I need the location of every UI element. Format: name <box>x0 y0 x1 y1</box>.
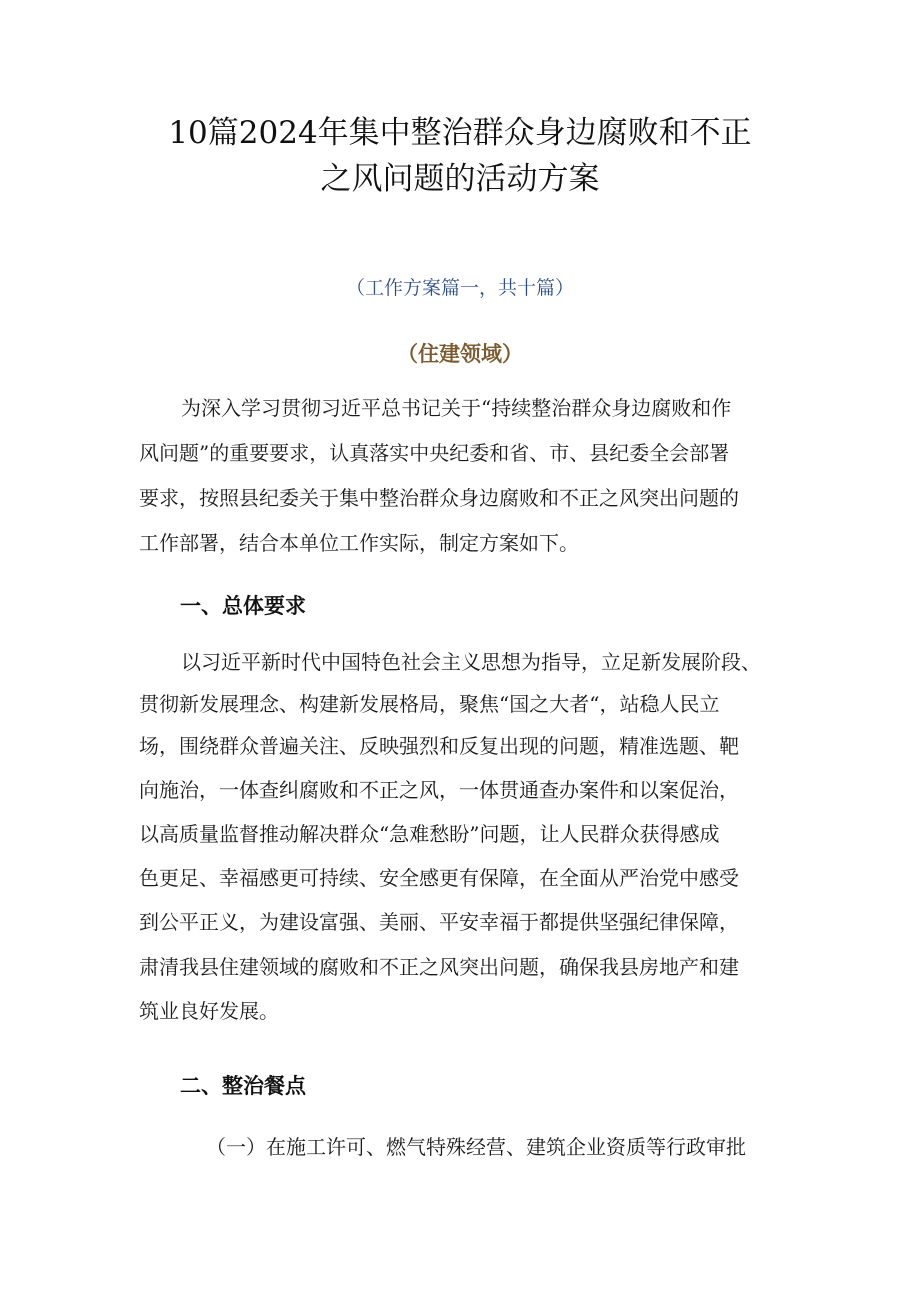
section-1-line-9: 筑业良好发展。 <box>139 999 279 1023</box>
section-1-line-5: 以高质量监督推动解决群众“急难愁盼”问题，让人民群众获得感成 <box>139 822 720 846</box>
section-1-line-3: 场，围绕群众普遍关注、反映强烈和反复出现的问题，精准选题、靶 <box>139 734 739 758</box>
intro-line-3: 要求，按照县纪委关于集中整治群众身边腐败和不正之风突出问题的 <box>139 486 739 510</box>
document-title-line-1: 10篇2024年集中整治群众身边腐败和不正 <box>168 115 752 151</box>
section-2-line-1: （一）在施工许可、燃气特殊经营、建筑企业资质等行政审批 <box>206 1135 746 1159</box>
section-1-line-4: 向施治，一体查纠腐败和不正之风，一体贯通查办案件和以案促治， <box>139 778 739 802</box>
document-title-line-2: 之风问题的活动方案 <box>320 161 600 197</box>
intro-line-4: 工作部署，结合本单位工作实际，制定方案如下。 <box>139 531 579 555</box>
domain-label: （住建领域） <box>397 342 523 366</box>
section-2-heading: 二、整治餐点 <box>180 1074 306 1098</box>
section-1-line-8: 肃清我县住建领域的腐败和不正之风突出问题，确保我县房地产和建 <box>139 955 739 979</box>
document-subtitle: （工作方案篇一，共十篇） <box>345 277 574 299</box>
section-1-line-1: 以习近平新时代中国特色社会主义思想为指导，立足新发展阶段、 <box>181 650 761 674</box>
intro-line-1: 为深入学习贯彻习近平总书记关于“持续整治群众身边腐败和作 <box>181 396 732 420</box>
intro-line-2: 风问题”的重要要求，认真落实中央纪委和省、市、县纪委全会部署 <box>139 441 730 465</box>
section-1-line-6: 色更足、幸福感更可持续、安全感更有保障，在全面从严治党中感受 <box>139 866 739 890</box>
section-1-line-7: 到公平正义，为建设富强、美丽、平安幸福于都提供坚强纪律保障， <box>139 910 739 934</box>
section-1-heading: 一、总体要求 <box>180 594 306 618</box>
section-1-line-2: 贯彻新发展理念、构建新发展格局，聚焦“国之大者“，站稳人民立 <box>139 692 720 716</box>
